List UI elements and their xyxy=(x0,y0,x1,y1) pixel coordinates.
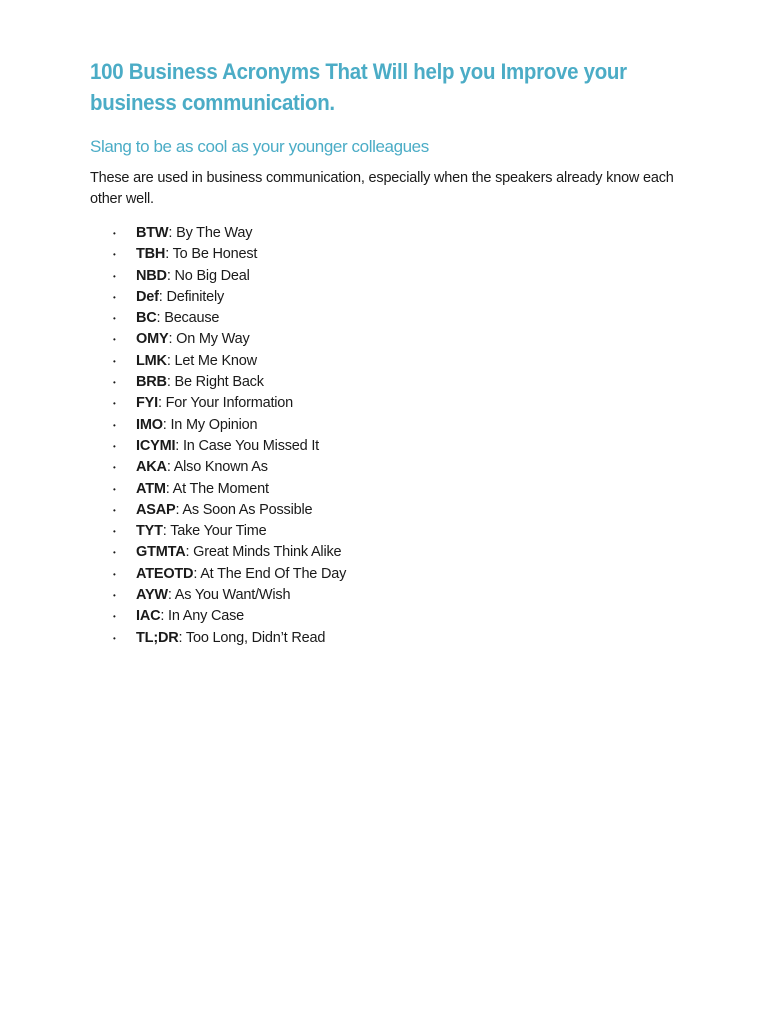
acronym-separator: : xyxy=(158,288,167,305)
acronym-term: IMO xyxy=(136,416,163,433)
list-item xyxy=(90,606,690,627)
acronym-separator: : xyxy=(175,501,183,518)
bullet-icon: • xyxy=(113,229,116,238)
acronym-term: NBD xyxy=(136,267,167,284)
acronym-separator: : xyxy=(156,310,165,327)
acronym-term: ASAP xyxy=(136,501,176,518)
list-item xyxy=(90,521,690,542)
acronym-separator: : xyxy=(178,629,186,646)
acronym-separator: : xyxy=(162,523,171,540)
acronym-meaning: Great Minds Think Alike xyxy=(193,544,342,561)
list-item xyxy=(90,542,690,563)
acronym-separator: : xyxy=(175,437,183,454)
acronym-meaning: In My Opinion xyxy=(170,416,258,433)
acronym-term: Def xyxy=(136,288,159,305)
acronym-meaning: Let Me Know xyxy=(174,352,257,369)
acronym-term: AYW xyxy=(136,587,168,604)
list-item xyxy=(90,287,690,308)
bullet-icon: • xyxy=(113,356,116,366)
list-item xyxy=(90,393,690,414)
bullet-icon: • xyxy=(113,420,116,430)
bullet-icon: • xyxy=(113,335,116,345)
bullet-icon: • xyxy=(113,548,116,558)
acronym-term: LMK xyxy=(136,352,167,369)
acronym-meaning: To Be Honest xyxy=(172,246,258,263)
acronym-term: TYT xyxy=(136,523,163,540)
acronym-term: TBH xyxy=(136,246,166,263)
acronym-meaning: At The Moment xyxy=(172,480,269,497)
acronym-separator: : xyxy=(166,459,174,476)
list-item xyxy=(90,500,690,521)
acronym-meaning: As Soon As Possible xyxy=(182,501,313,518)
bullet-icon: • xyxy=(113,569,116,579)
acronym-term: IAC xyxy=(136,608,161,625)
acronym-separator: : xyxy=(160,608,169,625)
acronym-separator: : xyxy=(157,395,166,412)
list-item xyxy=(90,244,690,265)
acronym-meaning: Definitely xyxy=(166,288,225,305)
acronym-separator: : xyxy=(167,587,175,604)
acronym-separator: : xyxy=(185,544,194,561)
acronym-term: ATEOTD xyxy=(136,565,194,582)
page-title: 100 Business Acronyms That Will help you Improve your business communication. xyxy=(90,59,627,115)
bullet-icon: • xyxy=(113,292,116,302)
acronym-meaning: Because xyxy=(164,310,220,327)
acronym-meaning: On My Way xyxy=(176,331,250,348)
bullet-icon: • xyxy=(113,399,116,409)
acronym-term: ATM xyxy=(136,480,166,497)
list-item xyxy=(90,372,690,393)
bullet-icon: • xyxy=(113,314,116,324)
bullet-icon: • xyxy=(113,505,116,515)
acronym-separator: : xyxy=(162,416,171,433)
bullet-icon: • xyxy=(113,378,116,388)
list-item xyxy=(90,457,690,478)
list-item xyxy=(90,308,690,329)
bullet-icon: • xyxy=(113,250,116,260)
acronym-separator: : xyxy=(166,267,175,284)
acronym-meaning: As You Want/Wish xyxy=(174,587,291,604)
acronym-term: BTW xyxy=(136,225,169,241)
acronym-term: ICYMI xyxy=(136,437,176,454)
list-item xyxy=(90,329,690,350)
acronym-meaning: By The Way xyxy=(176,225,253,241)
section-heading: Slang to be as cool as your younger colleagues xyxy=(90,137,429,156)
acronym-separator: : xyxy=(166,374,175,391)
bullet-icon: • xyxy=(113,441,116,451)
acronym-meaning: In Case You Missed It xyxy=(182,437,320,454)
acronym-term: FYI xyxy=(136,395,158,412)
acronym-separator: : xyxy=(165,246,173,263)
list-item xyxy=(90,351,690,372)
acronym-term: BRB xyxy=(136,374,167,391)
bullet-icon: • xyxy=(113,271,116,281)
acronym-separator: : xyxy=(168,331,177,348)
document-page xyxy=(90,56,690,649)
intro-paragraph: These are used in business communication, especially when the speakers already know each other well. xyxy=(90,170,674,207)
acronym-term: BC xyxy=(136,310,157,327)
acronym-list xyxy=(90,223,690,649)
list-item xyxy=(90,628,690,649)
bullet-icon: • xyxy=(113,484,116,494)
list-item xyxy=(90,415,690,436)
acronym-meaning: Too Long, Didn’t Read xyxy=(185,629,326,646)
bullet-icon: • xyxy=(113,463,116,473)
acronym-meaning: Also Known As xyxy=(173,459,268,476)
acronym-separator: : xyxy=(165,480,173,497)
acronym-term: OMY xyxy=(136,331,169,348)
list-item xyxy=(90,564,690,585)
bullet-icon: • xyxy=(113,527,116,537)
bullet-icon: • xyxy=(113,612,116,622)
acronym-meaning: No Big Deal xyxy=(174,267,250,284)
acronym-meaning: Be Right Back xyxy=(174,374,264,391)
list-item xyxy=(90,585,690,606)
list-item xyxy=(90,223,690,244)
acronym-separator: : xyxy=(166,352,175,369)
bullet-icon: • xyxy=(113,591,116,601)
acronym-separator: : xyxy=(168,225,177,241)
list-item xyxy=(90,479,690,500)
bullet-icon: • xyxy=(113,633,116,643)
acronym-term: GTMTA xyxy=(136,544,186,561)
list-item xyxy=(90,436,690,457)
acronym-meaning: At The End Of The Day xyxy=(200,565,347,582)
acronym-term: TL;DR xyxy=(136,629,179,646)
acronym-meaning: Take Your Time xyxy=(170,523,267,540)
acronym-meaning: In Any Case xyxy=(168,608,245,625)
acronym-term: AKA xyxy=(136,459,167,476)
list-item xyxy=(90,266,690,287)
acronym-meaning: For Your Information xyxy=(165,395,294,412)
acronym-separator: : xyxy=(193,565,201,582)
